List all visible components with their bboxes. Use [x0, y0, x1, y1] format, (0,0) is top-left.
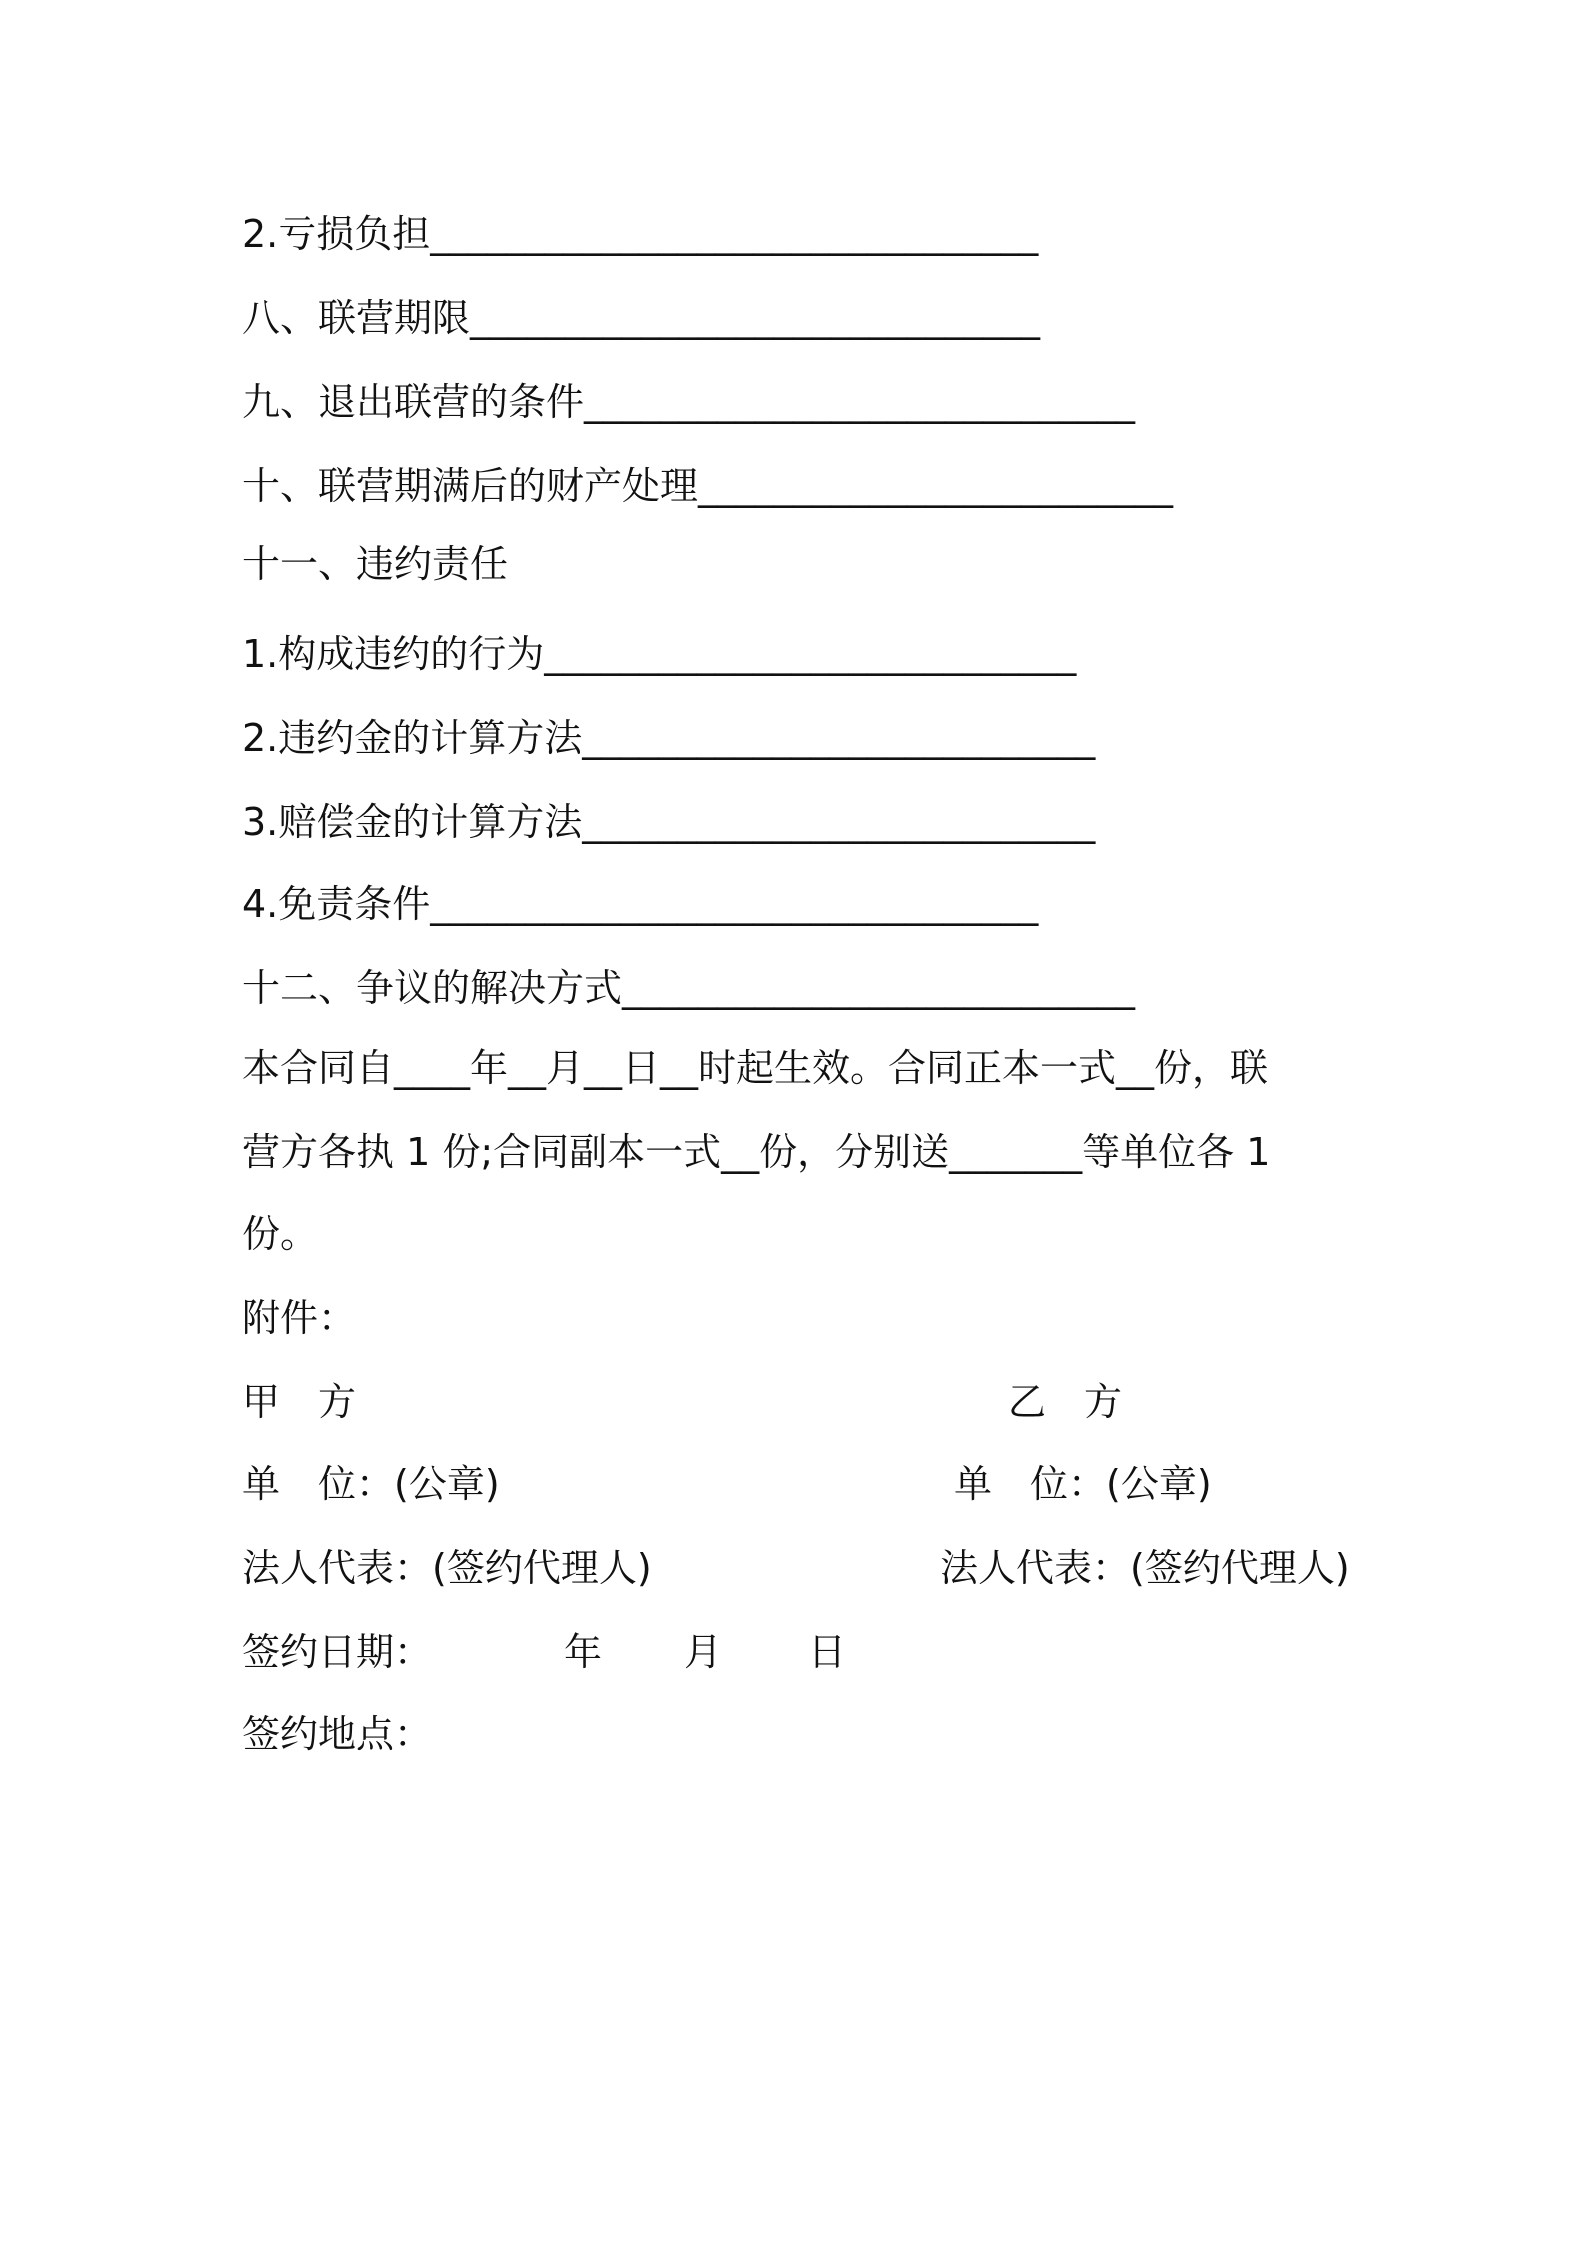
sign-place-label: 签约地点： [242, 1712, 433, 1756]
party-b-unit: 单 位：(公章) [954, 1462, 1212, 1506]
party-b-title: 乙 方 [1008, 1380, 1123, 1424]
effective-clause-line-3: 份。 [242, 1212, 319, 1256]
effective-clause-line-1: 本合同自____年__月__日__时起生效。合同正本一式__份，联 [242, 1046, 1269, 1090]
clause-compensation-calculation: 3.赔偿金的计算方法___________________________ [242, 800, 1096, 844]
clause-loss-bearing: 2.亏损负担________________________________ [242, 212, 1039, 256]
clause-breach-acts: 1.构成违约的行为____________________________ [242, 632, 1077, 676]
clause-dispute-resolution: 十二、争议的解决方式___________________________ [242, 966, 1136, 1010]
party-a-representative: 法人代表：(签约代理人) [242, 1546, 652, 1590]
attachment-label: 附件： [242, 1296, 357, 1340]
clause-exemption-conditions: 4.免责条件________________________________ [242, 882, 1039, 926]
effective-clause-line-2: 营方各执 1 份;合同副本一式__份，分别送_______等单位各 1 [242, 1130, 1271, 1174]
clause-property-handling: 十、联营期满后的财产处理_________________________ [242, 464, 1174, 508]
sign-date-label: 签约日期： [242, 1630, 433, 1674]
clause-breach-liability-heading: 十一、违约责任 [242, 542, 509, 586]
clause-joint-term: 八、联营期限______________________________ [242, 296, 1041, 340]
sign-date-month: 月 [684, 1630, 723, 1674]
party-a-unit: 单 位：(公章) [242, 1462, 500, 1506]
clause-penalty-calculation: 2.违约金的计算方法___________________________ [242, 716, 1096, 760]
party-a-title: 甲 方 [242, 1380, 357, 1424]
sign-date-day: 日 [808, 1630, 847, 1674]
party-b-representative: 法人代表：(签约代理人) [940, 1546, 1350, 1590]
clause-exit-conditions: 九、退出联营的条件_____________________________ [242, 380, 1136, 424]
sign-date-year: 年 [564, 1630, 603, 1674]
